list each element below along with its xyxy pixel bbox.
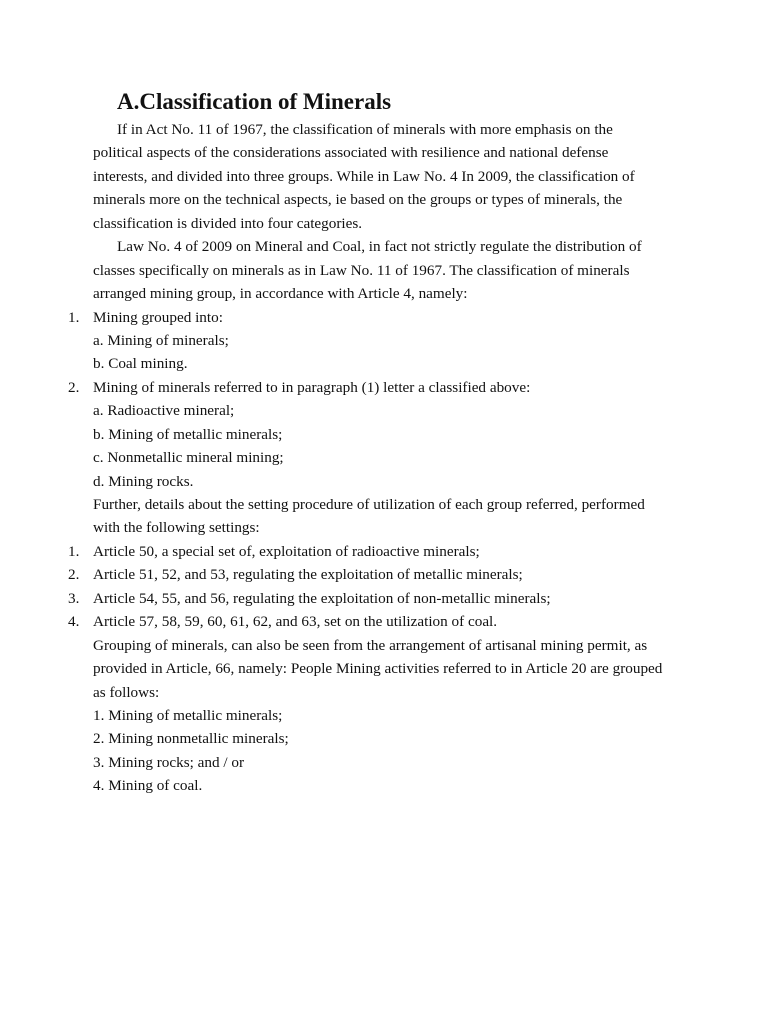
paragraph-line: arranged mining group, in accordance with Article 4, namely:: [93, 285, 468, 303]
list-item-text: Article 51, 52, and 53, regulating the exploitation of metallic minerals;: [93, 566, 523, 584]
list-subitem: b. Coal mining.: [93, 355, 188, 373]
list-item-text: Mining grouped into:: [93, 308, 223, 326]
list-subitem: 1. Mining of metallic minerals;: [93, 706, 283, 724]
list-item-text: Article 57, 58, 59, 60, 61, 62, and 63, set on the utilization of coal.: [93, 613, 498, 631]
paragraph-line: political aspects of the considerations associated with resilience and national defense: [93, 144, 609, 162]
paragraph-line: as follows:: [93, 683, 160, 701]
paragraph-line: minerals more on the technical aspects, ie based on the groups or types of minerals, the: [93, 191, 623, 209]
list-subitem: a. Mining of minerals;: [93, 331, 229, 349]
list-item: [0, 376, 768, 399]
list-item: [0, 540, 768, 563]
list-subitem: 2. Mining nonmetallic minerals;: [93, 730, 289, 748]
list-item-text: Mining of minerals referred to in paragraph (1) letter a classified above:: [93, 378, 531, 396]
list-number: 2.: [68, 566, 80, 584]
list-item: [0, 610, 768, 633]
list-subitem: d. Mining rocks.: [93, 472, 194, 490]
section-title: A.Classification of Minerals: [117, 89, 392, 114]
list-number: 2.: [68, 378, 80, 396]
paragraph-line: Further, details about the setting procedure of utilization of each group referred, performed: [93, 496, 645, 513]
list-number: 4.: [68, 613, 80, 631]
list-number: 1.: [68, 542, 80, 560]
list-item: [0, 306, 768, 329]
list-item-text: Article 50, a special set of, exploitation of radioactive minerals;: [93, 542, 480, 560]
list-subitem: c. Nonmetallic mineral mining;: [93, 449, 284, 467]
list-number: 3.: [68, 589, 80, 607]
list-subitem: 4. Mining of coal.: [93, 777, 203, 795]
paragraph-line: If in Act No. 11 of 1967, the classification of minerals with more emphasis on the: [117, 121, 613, 138]
list-number: 1.: [68, 308, 80, 326]
list-subitem: b. Mining of metallic minerals;: [93, 425, 283, 443]
list-item: [0, 563, 768, 586]
list-item-text: Article 54, 55, and 56, regulating the exploitation of non-metallic minerals;: [93, 589, 551, 607]
document-body: [0, 118, 768, 798]
list-subitem: 3. Mining rocks; and / or: [93, 753, 245, 771]
list-subitem: a. Radioactive mineral;: [93, 402, 235, 420]
paragraph-line: with the following settings:: [93, 519, 260, 537]
paragraph-line: classes specifically on minerals as in Law No. 11 of 1967. The classification of minerals: [93, 261, 630, 279]
paragraph-line: classification is divided into four categories.: [93, 214, 363, 232]
paragraph-line: provided in Article, 66, namely: People Mining activities referred to in Article 20 are grouped: [93, 660, 663, 678]
paragraph-line: Law No. 4 of 2009 on Mineral and Coal, in fact not strictly regulate the distribution of: [117, 238, 642, 256]
paragraph-line: interests, and divided into three groups. While in Law No. 4 In 2009, the classification of: [93, 167, 635, 185]
list-item: [0, 587, 768, 610]
paragraph-line: Grouping of minerals, can also be seen from the arrangement of artisanal mining permit, as: [93, 636, 648, 654]
